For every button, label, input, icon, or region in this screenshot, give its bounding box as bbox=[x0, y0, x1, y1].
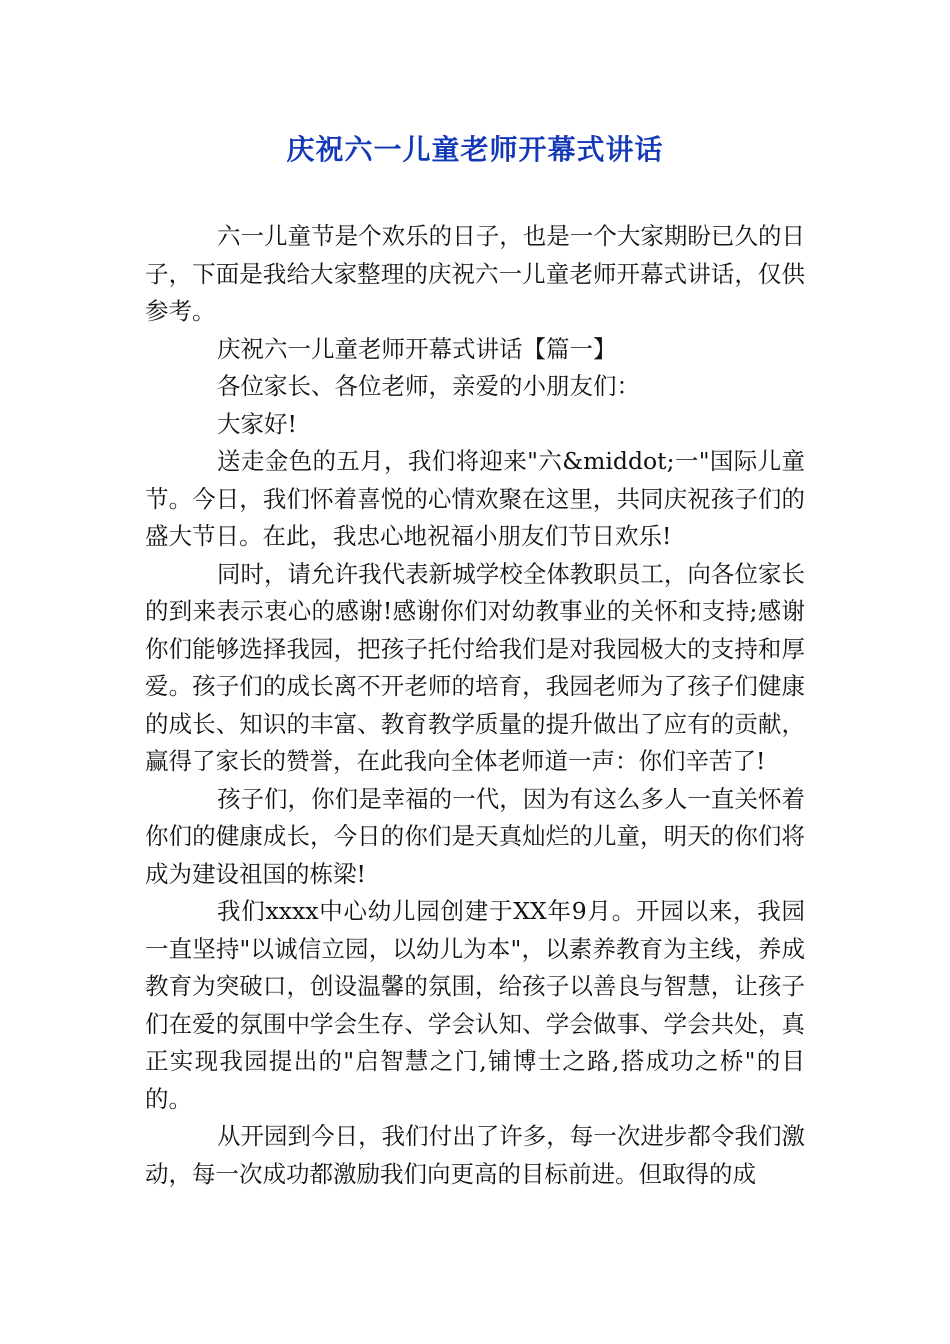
paragraph-greeting: 大家好! bbox=[217, 409, 297, 438]
paragraph-salutation: 各位家长、各位老师，亲爱的小朋友们： bbox=[217, 372, 640, 400]
paragraph-intro: 六一儿童节是个欢乐的日子，也是一个大家期盼已久的日子，下面是我给大家整理的庆祝六一儿童老师开幕式讲话，仅供参考。 bbox=[145, 222, 805, 325]
paragraph-festival-welcome: 送走金色的五月，我们将迎来"六&middot;一"国际儿童节。今日，我们怀着喜悦的心情欢聚在这里，共同庆祝孩子们的盛大节日。在此，我忠心地祝福小朋友们节日欢乐! bbox=[145, 447, 805, 550]
document-title: 庆祝六一儿童老师开幕式讲话 bbox=[286, 133, 664, 166]
paragraph-kindergarten-history: 我们xxxx中心幼儿园创建于XX年9月。开园以来，我园一直坚持"以诚信立园，以幼儿为本"，以素养教育为主线，养成教育为突破口，创设温馨的氛围，给孩子以善良与智慧，让孩子们在爱的氛围中学会生存、学会认知、学会做事、学会共处，真正实现我园提出的"启智慧之门,铺博士之路,搭成功之桥"的目的。 bbox=[145, 897, 805, 1113]
paragraph-section-heading: 庆祝六一儿童老师开幕式讲话【篇一】 bbox=[217, 334, 617, 363]
paragraph-children: 孩子们，你们是幸福的一代，因为有这么多人一直关怀着你们的健康成长，今日的你们是天真灿烂的儿童，明天的你们将成为建设祖国的栋梁! bbox=[145, 784, 805, 888]
paragraph-progress: 从开园到今日，我们付出了许多，每一次进步都令我们激动，每一次成功都激励我们向更高的目标前进。但取得的成 bbox=[145, 1122, 805, 1188]
paragraph-thanks: 同时，请允许我代表新城学校全体教职员工，向各位家长的到来表示衷心的感谢!感谢你们对幼教事业的关怀和支持;感谢你们能够选择我园，把孩子托付给我们是对我园极大的支持和厚爱。孩子们的成长离不开老师的培育，我园老师为了孩子们健康的成长、知识的丰富、教育教学质量的提升做出了应有的贡献，赢得了家长的赞誉，在此我向全体老师道一声：你们辛苦了! bbox=[145, 559, 805, 775]
document-body bbox=[145, 218, 805, 1193]
